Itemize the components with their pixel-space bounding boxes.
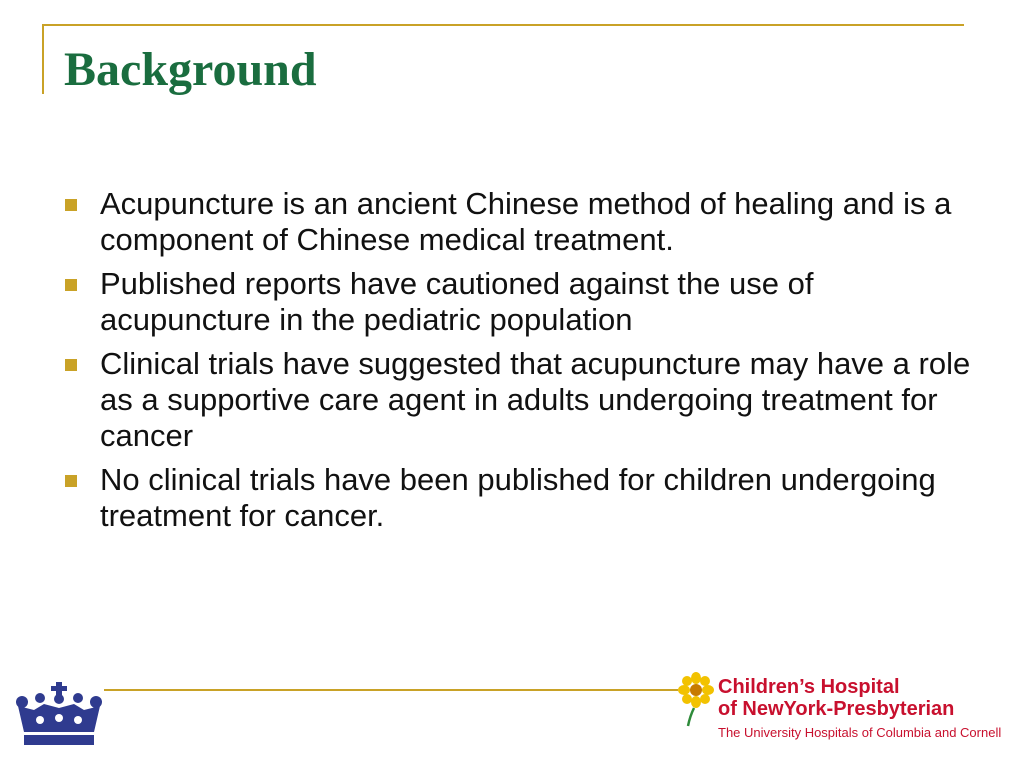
bullet-text: Clinical trials have suggested that acupuncture may have a role as a supportive care agent in adults undergoing treatment for cancer — [100, 346, 971, 453]
bullet-item — [62, 186, 982, 258]
square-bullet-icon — [65, 279, 77, 291]
logo-line-1: Children’s Hospital — [718, 676, 900, 698]
title-frame-left-line — [42, 24, 44, 94]
square-bullet-icon — [65, 475, 77, 487]
sunflower-icon — [676, 672, 716, 728]
square-bullet-icon — [65, 359, 77, 371]
logo-line-3: The University Hospitals of Columbia and Cornell — [718, 725, 1002, 740]
crown-icon — [14, 680, 104, 750]
bullet-list — [62, 186, 982, 542]
bullet-item — [62, 266, 982, 338]
slide-title: Background — [64, 43, 317, 96]
square-bullet-icon — [65, 199, 77, 211]
bullet-text: No clinical trials have been published for children undergoing treatment for cancer. — [100, 462, 936, 533]
hospital-logo-text — [718, 676, 1001, 742]
footer-divider-line — [104, 689, 678, 691]
logo-line-2: of NewYork-Presbyterian — [718, 698, 955, 720]
bullet-item — [62, 346, 982, 454]
bullet-text: Acupuncture is an ancient Chinese method of healing and is a component of Chinese medical treatment. — [100, 186, 952, 257]
title-frame-top-line — [42, 24, 964, 26]
bullet-text: Published reports have cautioned against the use of acupuncture in the pediatric population — [100, 266, 814, 337]
bullet-item — [62, 462, 982, 534]
